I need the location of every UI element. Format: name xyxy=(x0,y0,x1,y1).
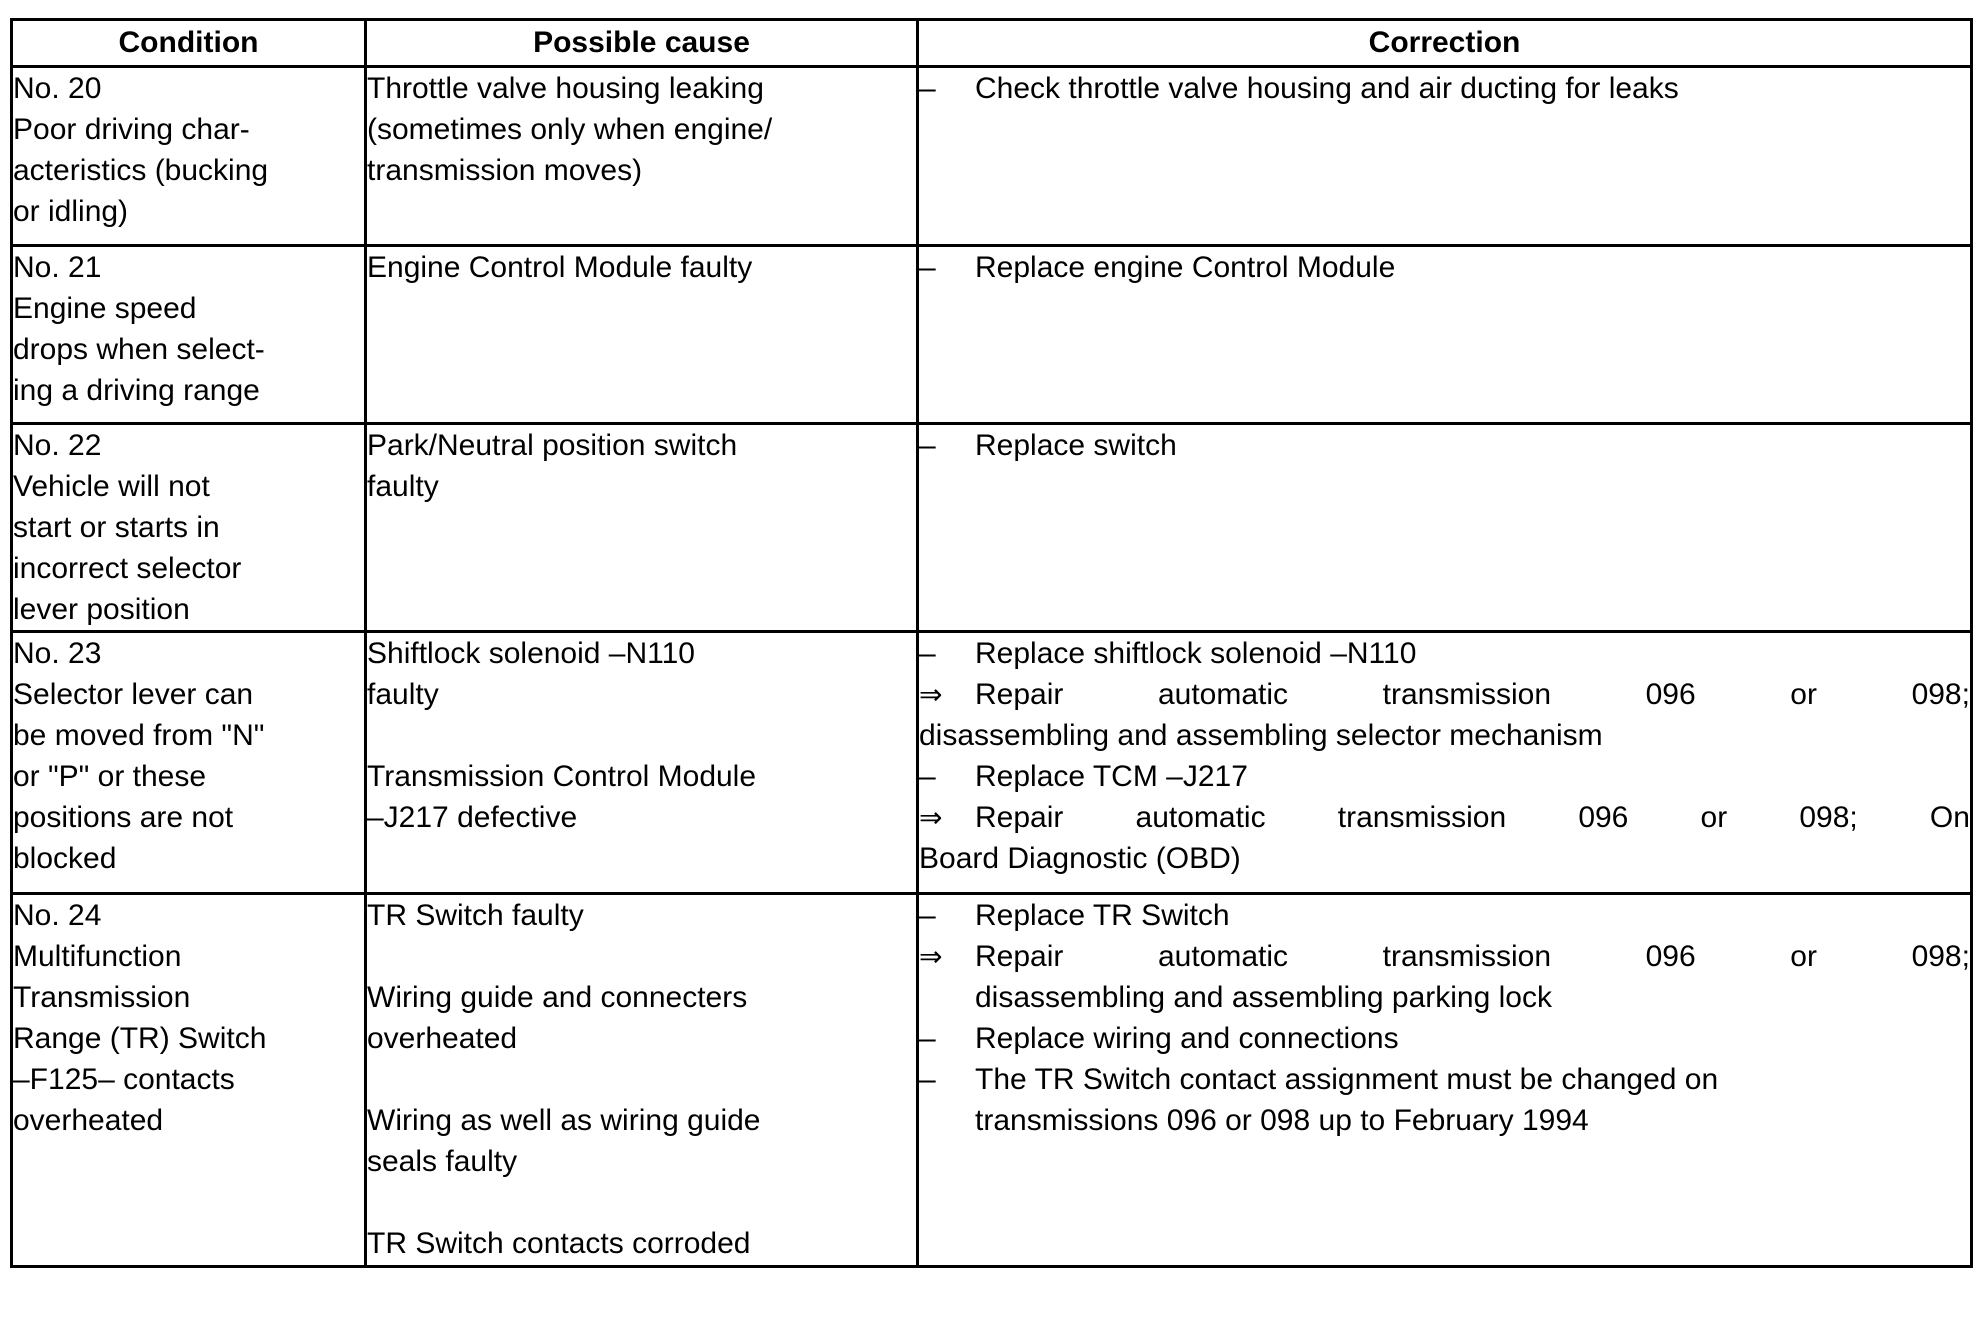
header-row xyxy=(12,20,1972,67)
correction-cell xyxy=(918,67,1972,246)
correction-word: Repair xyxy=(975,940,1064,973)
condition-line: drops when select- xyxy=(13,333,265,366)
cause-line: Engine Control Module faulty xyxy=(367,251,753,284)
correction-entry xyxy=(919,425,1970,466)
correction-line: Replace TR Switch xyxy=(975,899,1230,932)
correction-word: Repair xyxy=(975,801,1064,834)
correction-word: or xyxy=(1790,678,1817,711)
table-row xyxy=(12,894,1972,1267)
correction-word: Repair xyxy=(975,678,1064,711)
dash-bullet-icon: – xyxy=(919,1022,936,1055)
correction-line: Replace engine Control Module xyxy=(975,251,1396,284)
condition-line: No. 24 xyxy=(13,899,102,932)
correction-entry xyxy=(919,1059,1970,1141)
cause-line: Wiring guide and connecters xyxy=(367,981,748,1014)
correction-word: automatic xyxy=(1135,801,1266,834)
cause-line: TR Switch faulty xyxy=(367,899,584,932)
condition-line: lever position xyxy=(13,593,190,626)
correction-cell xyxy=(918,894,1972,1267)
correction-word: 098; xyxy=(1799,801,1858,834)
spacer xyxy=(367,1182,916,1223)
correction-line: Check throttle valve housing and air ducting for leaks xyxy=(975,72,1679,105)
condition-line: be moved from "N" xyxy=(13,719,265,752)
correction-word: or xyxy=(1790,940,1817,973)
condition-line: No. 22 xyxy=(13,429,102,462)
correction-entry xyxy=(919,68,1970,109)
correction-entry xyxy=(919,895,1970,936)
dash-bullet-icon: – xyxy=(919,637,936,670)
table-row xyxy=(12,246,1972,424)
condition-line: Engine speed xyxy=(13,292,197,325)
spacer xyxy=(367,715,916,756)
condition-line: No. 21 xyxy=(13,251,102,284)
condition-line: ing a driving range xyxy=(13,374,260,407)
correction-word: On xyxy=(1929,801,1970,834)
header-possible-cause: Possible cause xyxy=(366,20,918,67)
dash-bullet-icon: – xyxy=(919,899,936,932)
cause-line: overheated xyxy=(367,1022,518,1055)
condition-line: Vehicle will not xyxy=(13,470,210,503)
dash-bullet-icon: – xyxy=(919,760,936,793)
condition-line: incorrect selector xyxy=(13,552,242,585)
condition-line: Transmission xyxy=(13,981,191,1014)
condition-line: acteristics (bucking xyxy=(13,154,269,187)
correction-line: Replace switch xyxy=(975,429,1177,462)
correction-word: automatic xyxy=(1157,940,1289,973)
cause-line: (sometimes only when engine/ xyxy=(367,113,773,146)
cause-cell xyxy=(366,894,918,1267)
correction-word: 096 xyxy=(1578,801,1629,834)
correction-word: transmission xyxy=(1382,678,1552,711)
condition-line: Poor driving char- xyxy=(13,113,250,146)
dash-bullet-icon: – xyxy=(919,251,936,284)
correction-line: Board Diagnostic (OBD) xyxy=(919,842,1241,875)
dash-bullet-icon: – xyxy=(919,429,936,462)
correction-word: or xyxy=(1700,801,1728,834)
cause-cell xyxy=(366,67,918,246)
condition-line: start or starts in xyxy=(13,511,220,544)
condition-line: overheated xyxy=(13,1104,164,1137)
cause-cell xyxy=(366,246,918,424)
condition-cell xyxy=(12,246,366,424)
correction-line: Replace wiring and connections xyxy=(975,1022,1399,1055)
correction-entry xyxy=(919,797,1970,879)
condition-line: positions are not xyxy=(13,801,234,834)
condition-line: Multifunction xyxy=(13,940,182,973)
correction-entry xyxy=(919,1018,1970,1059)
correction-line: Replace TCM –J217 xyxy=(975,760,1248,793)
troubleshooting-table xyxy=(10,18,1973,1268)
correction-word: 096 xyxy=(1645,940,1696,973)
correction-word: transmission xyxy=(1337,801,1507,834)
correction-entry xyxy=(919,247,1970,288)
cause-line: Wiring as well as wiring guide xyxy=(367,1104,761,1137)
cause-line: faulty xyxy=(367,678,439,711)
cause-cell xyxy=(366,424,918,632)
condition-cell xyxy=(12,67,366,246)
cause-line: faulty xyxy=(367,470,439,503)
condition-line: or idling) xyxy=(13,195,129,228)
spacer xyxy=(367,936,916,977)
table-row xyxy=(12,632,1972,894)
correction-word: 098; xyxy=(1911,940,1970,973)
condition-cell xyxy=(12,632,366,894)
condition-line: –F125– contacts xyxy=(13,1063,235,1096)
condition-line: blocked xyxy=(13,842,117,875)
cause-cell xyxy=(366,632,918,894)
condition-cell xyxy=(12,894,366,1267)
condition-line: Range (TR) Switch xyxy=(13,1022,267,1055)
cause-line: transmission moves) xyxy=(367,154,643,187)
header-correction: Correction xyxy=(918,20,1972,67)
correction-line xyxy=(975,797,1970,838)
correction-word: automatic xyxy=(1157,678,1289,711)
correction-cell xyxy=(918,246,1972,424)
arrow-reference-icon: ⇒ xyxy=(919,941,943,972)
condition-cell xyxy=(12,424,366,632)
cause-line: Park/Neutral position switch xyxy=(367,429,738,462)
correction-word: 096 xyxy=(1645,678,1696,711)
correction-word: 098; xyxy=(1911,678,1970,711)
correction-line xyxy=(975,936,1970,977)
correction-line: transmissions 096 or 098 up to February 1994 xyxy=(975,1104,1589,1137)
correction-line: disassembling and assembling parking lock xyxy=(975,981,1552,1014)
cause-line: seals faulty xyxy=(367,1145,518,1178)
dash-bullet-icon: – xyxy=(919,72,936,105)
cause-line: Throttle valve housing leaking xyxy=(367,72,764,105)
dash-bullet-icon: – xyxy=(919,1063,936,1096)
correction-line: disassembling and assembling selector mechanism xyxy=(919,719,1603,752)
condition-line: or "P" or these xyxy=(13,760,207,793)
correction-cell xyxy=(918,424,1972,632)
correction-entry xyxy=(919,674,1970,756)
correction-entry xyxy=(919,756,1970,797)
cause-line: Shiftlock solenoid –N110 xyxy=(367,637,695,670)
condition-line: No. 20 xyxy=(13,72,102,105)
cause-line: –J217 defective xyxy=(367,801,578,834)
table-row xyxy=(12,424,1972,632)
condition-line: Selector lever can xyxy=(13,678,254,711)
arrow-reference-icon: ⇒ xyxy=(919,802,943,833)
correction-word: transmission xyxy=(1382,940,1552,973)
condition-line: No. 23 xyxy=(13,637,102,670)
cause-line: TR Switch contacts corroded xyxy=(367,1227,751,1260)
arrow-reference-icon: ⇒ xyxy=(919,679,943,710)
correction-cell xyxy=(918,632,1972,894)
correction-line xyxy=(975,674,1970,715)
correction-line: The TR Switch contact assignment must be changed on xyxy=(975,1063,1719,1096)
correction-line: Replace shiftlock solenoid –N110 xyxy=(975,637,1417,670)
cause-line: Transmission Control Module xyxy=(367,760,757,793)
spacer xyxy=(367,1059,916,1100)
table-row xyxy=(12,67,1972,246)
correction-entry xyxy=(919,633,1970,674)
header-condition: Condition xyxy=(12,20,366,67)
correction-entry xyxy=(919,936,1970,1018)
